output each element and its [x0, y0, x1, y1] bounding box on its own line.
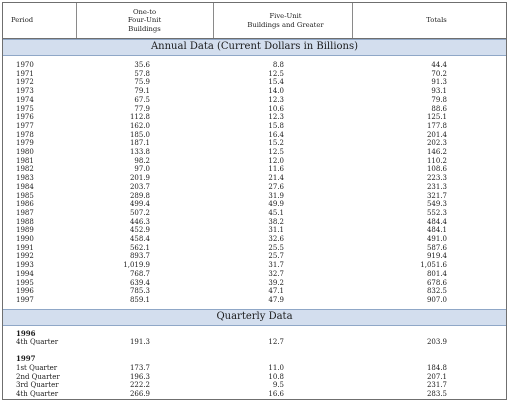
table-row [3, 131, 506, 139]
header-line: One-to [132, 8, 157, 17]
column-divider [76, 3, 77, 38]
table-row [3, 235, 506, 243]
period-cell: 1990 [16, 235, 34, 243]
period-cell: 1993 [16, 261, 34, 270]
one-to-four-unit-cell: 289.8 [129, 191, 150, 200]
one-to-four-unit-cell: 187.1 [129, 139, 150, 148]
period-cell: 1991 [16, 243, 34, 252]
five-unit-cell: 12.5 [268, 148, 284, 156]
header-line: Buildings [128, 24, 161, 33]
one-to-four-unit-cell: 499.4 [129, 200, 150, 209]
period-cell: 1985 [16, 191, 34, 200]
period-cell: 1976 [16, 113, 34, 122]
totals-cell: 110.2 [426, 156, 447, 165]
period-cell: 1982 [16, 165, 34, 174]
table-row [3, 287, 506, 295]
totals-cell: 1,051.6 [420, 261, 447, 270]
totals-cell: 91.3 [431, 78, 447, 87]
header-one-to-four-unit [86, 3, 203, 38]
totals-cell: 549.3 [426, 200, 447, 209]
totals-cell: 108.6 [426, 165, 447, 174]
period-cell: 1997 [16, 295, 34, 304]
period-cell: 1983 [16, 174, 34, 183]
totals-cell: 202.3 [426, 139, 447, 148]
one-to-four-unit-cell: 785.3 [129, 287, 150, 296]
table-row [3, 87, 506, 95]
one-to-four-unit-cell: 97.0 [134, 165, 150, 174]
annual-section-header: Annual Data (Current Dollars in Billions) [3, 39, 506, 56]
table-row [3, 296, 506, 304]
table-row [3, 148, 506, 156]
five-unit-cell: 32.6 [268, 235, 284, 243]
period-cell: 1987 [16, 208, 34, 217]
totals-cell: 231.7 [426, 381, 447, 390]
one-to-four-unit-cell: 452.9 [129, 226, 150, 235]
table-row [3, 270, 506, 278]
totals-cell: 832.5 [426, 287, 447, 296]
five-unit-cell: 45.1 [268, 208, 284, 217]
five-unit-cell: 49.9 [268, 200, 284, 209]
totals-cell: 231.3 [426, 182, 447, 191]
period-cell: 1986 [16, 200, 34, 209]
table-row [3, 61, 506, 69]
one-to-four-unit-cell: 562.1 [129, 243, 150, 252]
one-to-four-unit-cell: 201.9 [129, 174, 150, 183]
five-unit-cell: 15.2 [268, 139, 284, 148]
totals-cell: 177.8 [426, 121, 447, 130]
table-row [3, 373, 506, 381]
totals-cell: 70.2 [431, 69, 447, 78]
five-unit-cell: 10.6 [268, 104, 284, 113]
totals-cell: 79.8 [431, 95, 447, 104]
one-to-four-unit-cell: 768.7 [129, 269, 150, 278]
header-line: Buildings and Greater [247, 20, 324, 29]
one-to-four-unit-cell: 57.8 [134, 69, 150, 78]
one-to-four-unit-cell: 222.2 [129, 381, 150, 390]
table-header [3, 3, 506, 39]
quarter-year-1997: 1997 [16, 354, 36, 363]
five-unit-cell: 47.1 [268, 287, 284, 296]
one-to-four-unit-cell: 507.2 [129, 208, 150, 217]
totals-cell: 484.4 [426, 217, 447, 226]
one-to-four-unit-cell: 185.0 [129, 130, 150, 139]
table-row [3, 105, 506, 113]
period-cell: 1984 [16, 182, 34, 191]
period-cell: 4th Quarter [16, 338, 59, 346]
period-cell: 1981 [16, 156, 34, 165]
one-to-four-unit-cell: 35.6 [134, 61, 150, 69]
five-unit-cell: 12.3 [268, 95, 284, 104]
totals-cell: 207.1 [426, 372, 447, 381]
table-row [3, 279, 506, 287]
table-row [3, 226, 506, 234]
one-to-four-unit-cell: 79.1 [134, 87, 150, 96]
period-cell: 1970 [16, 61, 34, 69]
one-to-four-unit-cell: 203.7 [129, 182, 150, 191]
one-to-four-unit-cell: 446.3 [129, 217, 150, 226]
five-unit-cell: 12.7 [268, 338, 284, 346]
table-row [3, 209, 506, 217]
five-unit-cell: 25.5 [268, 243, 284, 252]
five-unit-cell: 47.9 [268, 295, 284, 304]
table-row [3, 252, 506, 260]
totals-cell: 801.4 [426, 269, 447, 278]
totals-cell: 678.6 [426, 278, 447, 287]
five-unit-cell: 31.7 [268, 261, 284, 270]
totals-cell: 184.8 [426, 364, 447, 372]
one-to-four-unit-cell: 196.3 [129, 372, 150, 381]
one-to-four-unit-cell: 1,019.9 [123, 261, 150, 270]
totals-cell: 93.1 [431, 87, 447, 96]
table-row [3, 261, 506, 269]
period-cell: 1977 [16, 121, 34, 130]
totals-cell: 321.7 [426, 191, 447, 200]
five-unit-cell: 14.0 [268, 87, 284, 96]
five-unit-cell: 10.8 [268, 372, 284, 381]
header-totals: Totals [426, 16, 447, 25]
five-unit-cell: 21.4 [268, 174, 284, 183]
period-cell: 1st Quarter [16, 364, 58, 372]
totals-cell: 283.5 [426, 390, 447, 399]
one-to-four-unit-cell: 75.9 [134, 78, 150, 87]
five-unit-cell: 8.8 [272, 61, 284, 69]
header-period: Period [11, 16, 34, 25]
quarter-year-1996: 1996 [16, 329, 36, 338]
table-row [3, 338, 506, 346]
one-to-four-unit-cell: 98.2 [134, 156, 150, 165]
table-row [3, 183, 506, 191]
totals-cell: 907.0 [426, 295, 447, 304]
table-row [3, 192, 506, 200]
period-cell: 4th Quarter [16, 390, 59, 399]
one-to-four-unit-cell: 77.9 [134, 104, 150, 113]
five-unit-cell: 9.5 [272, 381, 284, 390]
five-unit-cell: 11.6 [268, 165, 284, 174]
column-divider [352, 3, 353, 38]
one-to-four-unit-cell: 112.8 [129, 113, 150, 122]
totals-cell: 44.4 [431, 61, 447, 69]
period-cell: 2nd Quarter [16, 372, 60, 381]
totals-cell: 201.4 [426, 130, 447, 139]
period-cell: 1992 [16, 252, 34, 261]
table-row [3, 122, 506, 130]
table-row [3, 96, 506, 104]
five-unit-cell: 16.4 [268, 130, 284, 139]
totals-cell: 491.0 [426, 235, 447, 243]
period-cell: 1979 [16, 139, 34, 148]
period-cell: 1978 [16, 130, 34, 139]
one-to-four-unit-cell: 173.7 [129, 364, 150, 372]
header-line: Four-Unit [127, 16, 162, 25]
period-cell: 1996 [16, 287, 34, 296]
five-unit-cell: 11.0 [268, 364, 284, 372]
table-row [3, 364, 506, 372]
one-to-four-unit-cell: 266.9 [129, 390, 150, 399]
period-cell: 1975 [16, 104, 34, 113]
period-cell: 1973 [16, 87, 34, 96]
one-to-four-unit-cell: 133.8 [129, 148, 150, 156]
five-unit-cell: 25.7 [268, 252, 284, 261]
five-unit-cell: 31.1 [268, 226, 284, 235]
table-row [3, 218, 506, 226]
period-cell: 1971 [16, 69, 34, 78]
one-to-four-unit-cell: 162.0 [129, 121, 150, 130]
table-row [3, 70, 506, 78]
table-row [3, 157, 506, 165]
table-row [3, 200, 506, 208]
one-to-four-unit-cell: 859.1 [129, 295, 150, 304]
period-cell: 1972 [16, 78, 34, 87]
five-unit-cell: 32.7 [268, 269, 284, 278]
period-cell: 1994 [16, 269, 34, 278]
table-row [3, 244, 506, 252]
totals-cell: 203.9 [426, 338, 447, 346]
five-unit-cell: 12.3 [268, 113, 284, 122]
period-cell: 1988 [16, 217, 34, 226]
five-unit-cell: 16.6 [268, 390, 284, 399]
five-unit-cell: 15.4 [268, 78, 284, 87]
totals-cell: 587.6 [426, 243, 447, 252]
period-cell: 1989 [16, 226, 34, 235]
totals-cell: 125.1 [426, 113, 447, 122]
five-unit-cell: 27.6 [268, 182, 284, 191]
one-to-four-unit-cell: 639.4 [129, 278, 150, 287]
period-cell: 1980 [16, 148, 34, 156]
five-unit-cell: 15.8 [268, 121, 284, 130]
totals-cell: 223.3 [426, 174, 447, 183]
table-row [3, 174, 506, 182]
table-row [3, 113, 506, 121]
five-unit-cell: 31.9 [268, 191, 284, 200]
one-to-four-unit-cell: 191.3 [129, 338, 150, 346]
header-line: Five-Unit [269, 12, 302, 21]
five-unit-cell: 12.0 [268, 156, 284, 165]
totals-cell: 552.3 [426, 208, 447, 217]
totals-cell: 146.2 [426, 148, 447, 156]
period-cell: 3rd Quarter [16, 381, 59, 390]
period-cell: 1995 [16, 278, 34, 287]
one-to-four-unit-cell: 458.4 [129, 235, 150, 243]
table-row [3, 381, 506, 389]
five-unit-cell: 38.2 [268, 217, 284, 226]
table-row [3, 78, 506, 86]
one-to-four-unit-cell: 67.5 [134, 95, 150, 104]
five-unit-cell: 39.2 [268, 278, 284, 287]
totals-cell: 919.4 [426, 252, 447, 261]
period-cell: 1974 [16, 95, 34, 104]
totals-cell: 484.1 [426, 226, 447, 235]
table-row [3, 139, 506, 147]
column-divider [213, 3, 214, 38]
totals-cell: 88.6 [431, 104, 447, 113]
quarterly-section-header: Quarterly Data [3, 309, 506, 326]
five-unit-cell: 12.5 [268, 69, 284, 78]
table-row [3, 390, 506, 398]
table-frame [2, 2, 507, 400]
header-five-unit [228, 3, 343, 38]
table-row [3, 165, 506, 173]
one-to-four-unit-cell: 893.7 [129, 252, 150, 261]
